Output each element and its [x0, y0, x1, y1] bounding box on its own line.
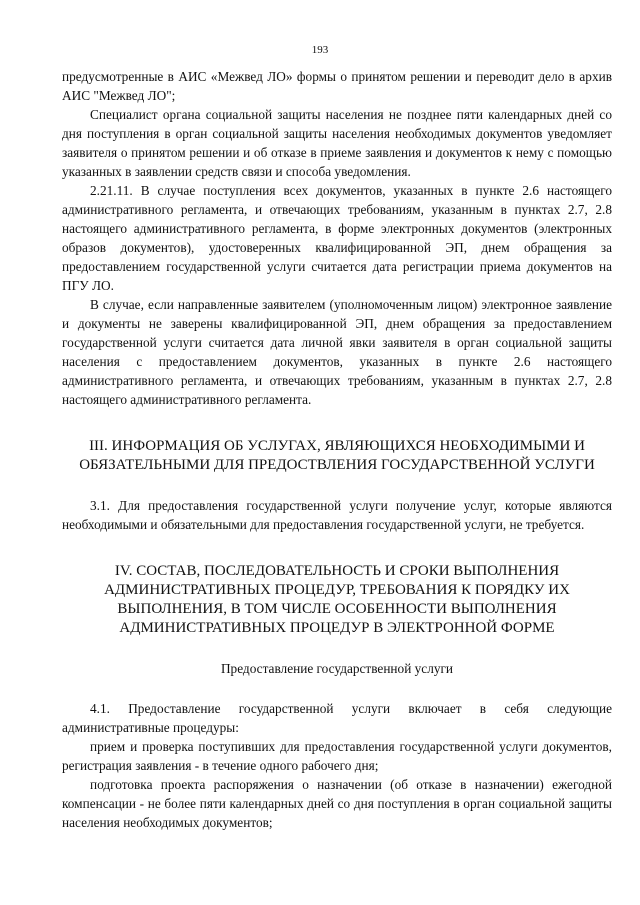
- paragraph-3-1: 3.1. Для предоставления государственной услуги получение услуг, которые являются необходимыми и обязательными для предоставления государственной услуги, не требуется.: [62, 498, 612, 532]
- subsection-heading: Предоставление государственной услуги: [220, 661, 454, 676]
- section-4-heading-line: IV. СОСТАВ, ПОСЛЕДОВАТЕЛЬНОСТЬ И СРОКИ ВЫПОЛНЕНИЯ: [114, 563, 560, 579]
- section-4-heading-line: ВЫПОЛНЕНИЯ, В ТОМ ЧИСЛЕ ОСОБЕННОСТИ ВЫПОЛНЕНИЯ: [117, 601, 557, 617]
- page-number: 193: [311, 44, 329, 56]
- section-3-heading: [62, 437, 612, 475]
- paragraph-continuation: предусмотренные в АИС «Межвед ЛО» формы о принятом решении и переводит дело в архив АИС "Межвед ЛО";: [62, 69, 612, 103]
- procedure-item-intake: прием и проверка поступивших для предоставления государственной услуги документов, регистрация заявления - в течение одного рабочего дня;: [62, 739, 612, 773]
- page-content: [62, 67, 612, 832]
- section-3-heading-line: ОБЯЗАТЕЛЬНЫМИ ДЛЯ ПРЕДОСТВЛЕНИЯ ГОСУДАРСТВЕННОЙ УСЛУГИ: [79, 457, 595, 473]
- section-4-heading: [62, 562, 612, 638]
- section-4-heading-line: АДМИНИСТРАТИВНЫХ ПРОЦЕДУР В ЭЛЕКТРОННОЙ ФОРМЕ: [119, 620, 555, 636]
- paragraph-specialist-notification: Специалист органа социальной защиты населения не позднее пяти календарных дней со дня поступления в орган социальной защиты населения необходимых документов уведомляет заявителя о принятом решении и об отказе в приеме заявления и документов к нему с помощью указанных в заявлении средств связи и способа уведомления.: [62, 107, 612, 179]
- paragraph-unsigned-application: В случае, если направленные заявителем (уполномоченным лицом) электронное заявление и документы не заверены квалифицированной ЭП, днем обращения за предоставлением государственной услуги считается дата личной явки заявителя в орган социальной защиты населения с предоставлением документов, указанных в пункте 2.6 настоящего административного регламента, и отвечающих требованиям, указанным в пунктах 2.7, 2.8 настоящего административного регламента.: [62, 297, 612, 407]
- paragraph-4-1: 4.1. Предоставление государственной услуги включает в себя следующие административные процедуры:: [62, 701, 612, 735]
- procedure-item-order-draft: подготовка проекта распоряжения о назначении (об отказе в назначении) ежегодной компенсации - не более пяти календарных дней со дня поступления в орган социальной защиты населения необходимых документов;: [62, 777, 612, 830]
- section-3-heading-line: III. ИНФОРМАЦИЯ ОБ УСЛУГАХ, ЯВЛЯЮЩИХСЯ НЕОБХОДИМЫМИ И: [89, 438, 585, 454]
- paragraph-2-21-11: 2.21.11. В случае поступления всех документов, указанных в пункте 2.6 настоящего административного регламента, и отвечающих требованиям, указанным в пунктах 2.7, 2.8 настоящего административного регламента, в форме электронных документов (электронных образов документов), удостоверенных квалифицированной ЭП, днем обращения за предоставлением государственной услуги считается дата регистрации приема документов на ПГУ ЛО.: [62, 183, 612, 293]
- section-4-heading-line: АДМИНИСТРАТИВНЫХ ПРОЦЕДУР, ТРЕБОВАНИЯ К ПОРЯДКУ ИХ: [104, 582, 570, 598]
